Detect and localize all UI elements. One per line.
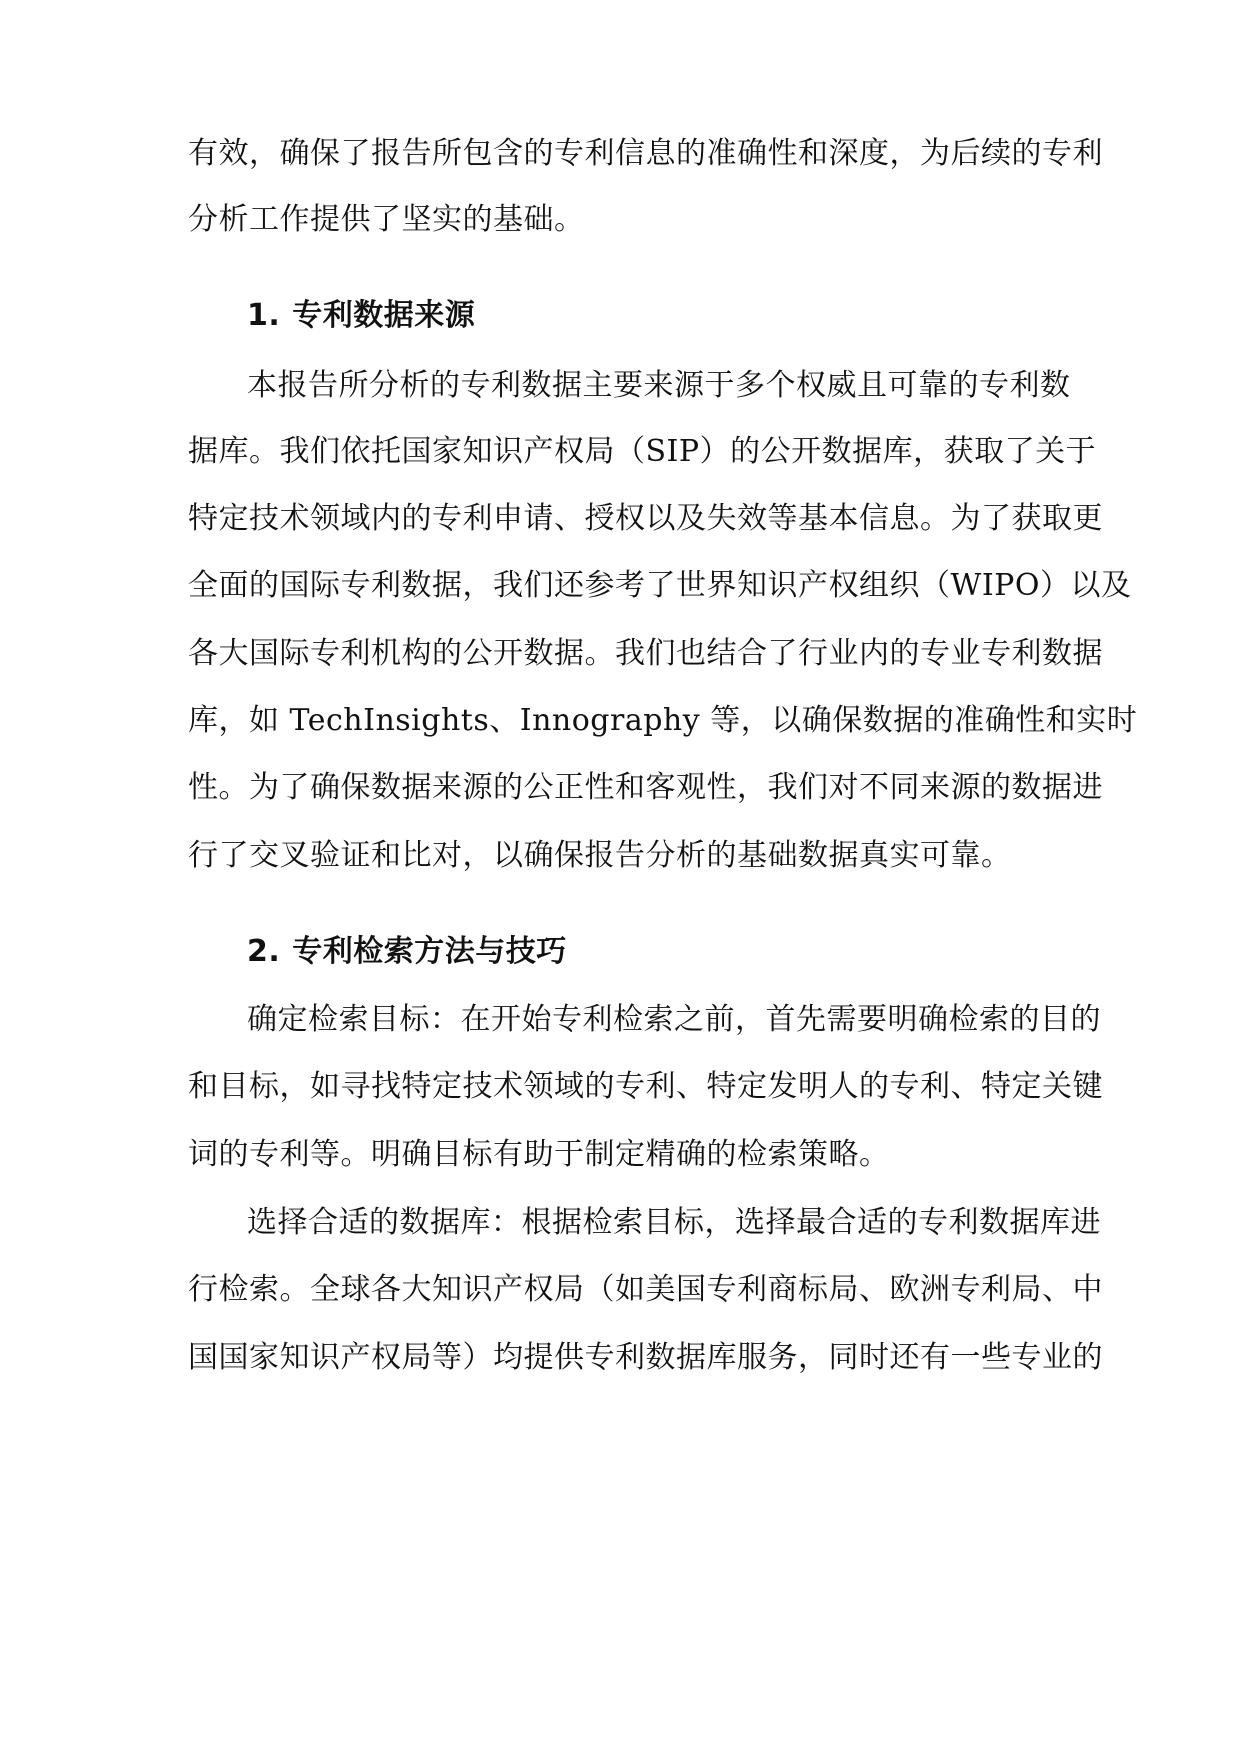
section-number: 1. [247,298,281,333]
text-line: 各大国际专利机构的公开数据。我们也结合了行业内的专业专利数据 [188,636,1103,671]
text-line: 词的专利等。明确目标有助于制定精确的检索策略。 [188,1137,890,1172]
text-line: 行检索。全球各大知识产权局（如美国专利商标局、欧洲专利局、中 [188,1272,1103,1307]
text-line: 和目标，如寻找特定技术领域的专利、特定发明人的专利、特定关键 [188,1069,1103,1104]
text-line: 库，如 TechInsights、Innography 等，以确保数据的准确性和实时 [188,703,1138,738]
text-line: 选择合适的数据库：根据检索目标，选择最合适的专利数据库进 [247,1205,1101,1240]
text-line: 分析工作提供了坚实的基础。 [188,202,585,237]
text-line: 国国家知识产权局等）均提供专利数据库服务，同时还有一些专业的 [188,1340,1103,1375]
text-line: 本报告所分析的专利数据主要来源于多个权威且可靠的专利数 [247,368,1071,403]
section-title: 专利检索方法与技巧 [292,934,567,969]
section-number: 2. [247,934,281,969]
text-line: 性。为了确保数据来源的公正性和客观性，我们对不同来源的数据进 [188,770,1103,805]
text-line: 行了交叉验证和比对，以确保报告分析的基础数据真实可靠。 [188,838,1012,873]
text-line: 有效，确保了报告所包含的专利信息的准确性和深度，为后续的专利 [188,136,1103,171]
section-heading-data-source [247,296,475,336]
section-title: 专利数据来源 [292,298,476,333]
text-line: 确定检索目标：在开始专利检索之前，首先需要明确检索的目的 [247,1002,1101,1037]
section-heading-search-method [247,932,567,972]
text-line: 据库。我们依托国家知识产权局（SIP）的公开数据库，获取了关于 [188,434,1097,469]
text-line: 全面的国际专利数据，我们还参考了世界知识产权组织（WIPO）以及 [188,568,1132,603]
text-line: 特定技术领域内的专利申请、授权以及失效等基本信息。为了获取更 [188,501,1103,536]
